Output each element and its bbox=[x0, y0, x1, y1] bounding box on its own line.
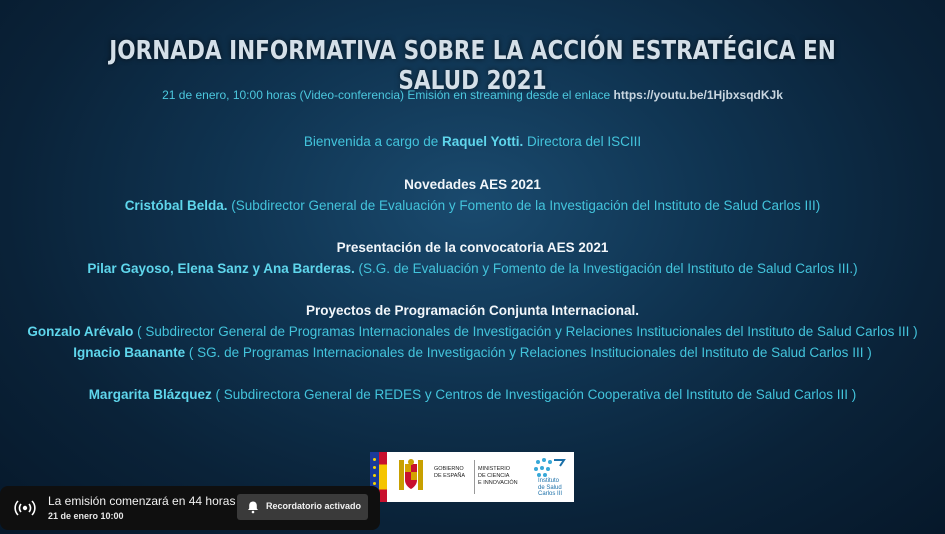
ministerio-text: MINISTERIO DE CIENCIA E INNOVACIÓN bbox=[478, 466, 518, 486]
event-date-text: 21 de enero, 10:00 horas (Video-conferencia) Emisión en streaming desde el enlace bbox=[162, 88, 611, 102]
reminder-button-label: Recordatorio activado bbox=[266, 501, 362, 511]
reminder-button[interactable] bbox=[237, 494, 368, 520]
speaker-name: Cristóbal Belda. bbox=[124, 198, 228, 213]
speaker-line bbox=[0, 342, 945, 363]
welcome-prefix: Bienvenida a cargo de bbox=[303, 134, 443, 149]
speaker-line bbox=[0, 321, 945, 342]
session-2 bbox=[0, 237, 945, 279]
gobierno-text: GOBIERNO DE ESPAÑA bbox=[434, 466, 466, 479]
event-details bbox=[0, 88, 945, 102]
premiere-message: La emisión comenzará en 44 horas bbox=[48, 494, 236, 508]
coat-of-arms-icon bbox=[396, 458, 426, 496]
speaker-line bbox=[0, 195, 945, 216]
session-3 bbox=[0, 300, 945, 363]
premiere-notification bbox=[0, 486, 380, 530]
isciii-text: Instituto de Salud Carlos III bbox=[538, 478, 563, 497]
premiere-date: 21 de enero 10:00 bbox=[48, 511, 124, 521]
event-title: JORNADA INFORMATIVA SOBRE LA ACCIÓN ESTRATÉGICA EN SALUD 2021 bbox=[109, 36, 836, 96]
institutional-logos bbox=[370, 452, 574, 502]
session-heading: Proyectos de Programación Conjunta Internacional. bbox=[305, 303, 640, 318]
speaker-role: ( SG. de Programas Internacionales de Investigación y Relaciones Institucionales del Instituto de Salud Carlos III ) bbox=[185, 345, 872, 360]
speaker-name: Margarita Blázquez bbox=[88, 387, 212, 402]
speaker-line bbox=[0, 258, 945, 279]
speaker-line bbox=[0, 384, 945, 405]
speaker-role: ( Subdirector General de Programas Internacionales de Investigación y Relaciones Institucionales del Instituto de Salud Carlos III ) bbox=[133, 324, 918, 339]
session-1 bbox=[0, 174, 945, 216]
speaker-name: Pilar Gayoso, Elena Sanz y Ana Barderas. bbox=[87, 261, 355, 276]
live-broadcast-icon bbox=[14, 498, 36, 518]
speaker-role: (S.G. de Evaluación y Fomento de la Investigación del Instituto de Salud Carlos III.) bbox=[354, 261, 858, 276]
welcome-speaker: Raquel Yotti. bbox=[442, 134, 524, 149]
speaker-name: Gonzalo Arévalo bbox=[27, 324, 134, 339]
welcome-role: Directora del ISCIII bbox=[523, 134, 642, 149]
session-heading: Novedades AES 2021 bbox=[404, 177, 541, 192]
speaker-name: Ignacio Baanante bbox=[73, 345, 186, 360]
speaker-role: ( Subdirectora General de REDES y Centros de Investigación Cooperativa del Instituto de Salud Carlos III ) bbox=[211, 387, 857, 402]
spain-flag-icon bbox=[379, 452, 387, 502]
stream-link: https://youtu.be/1HjbxsqdKJk bbox=[613, 88, 783, 102]
logo-divider bbox=[474, 460, 475, 494]
session-heading: Presentación de la convocatoria AES 2021 bbox=[336, 240, 609, 255]
welcome-line bbox=[0, 131, 945, 152]
bell-icon bbox=[246, 500, 260, 514]
speaker-role: (Subdirector General de Evaluación y Fomento de la Investigación del Instituto de Salud Carlos III) bbox=[227, 198, 821, 213]
session-4 bbox=[0, 384, 945, 405]
